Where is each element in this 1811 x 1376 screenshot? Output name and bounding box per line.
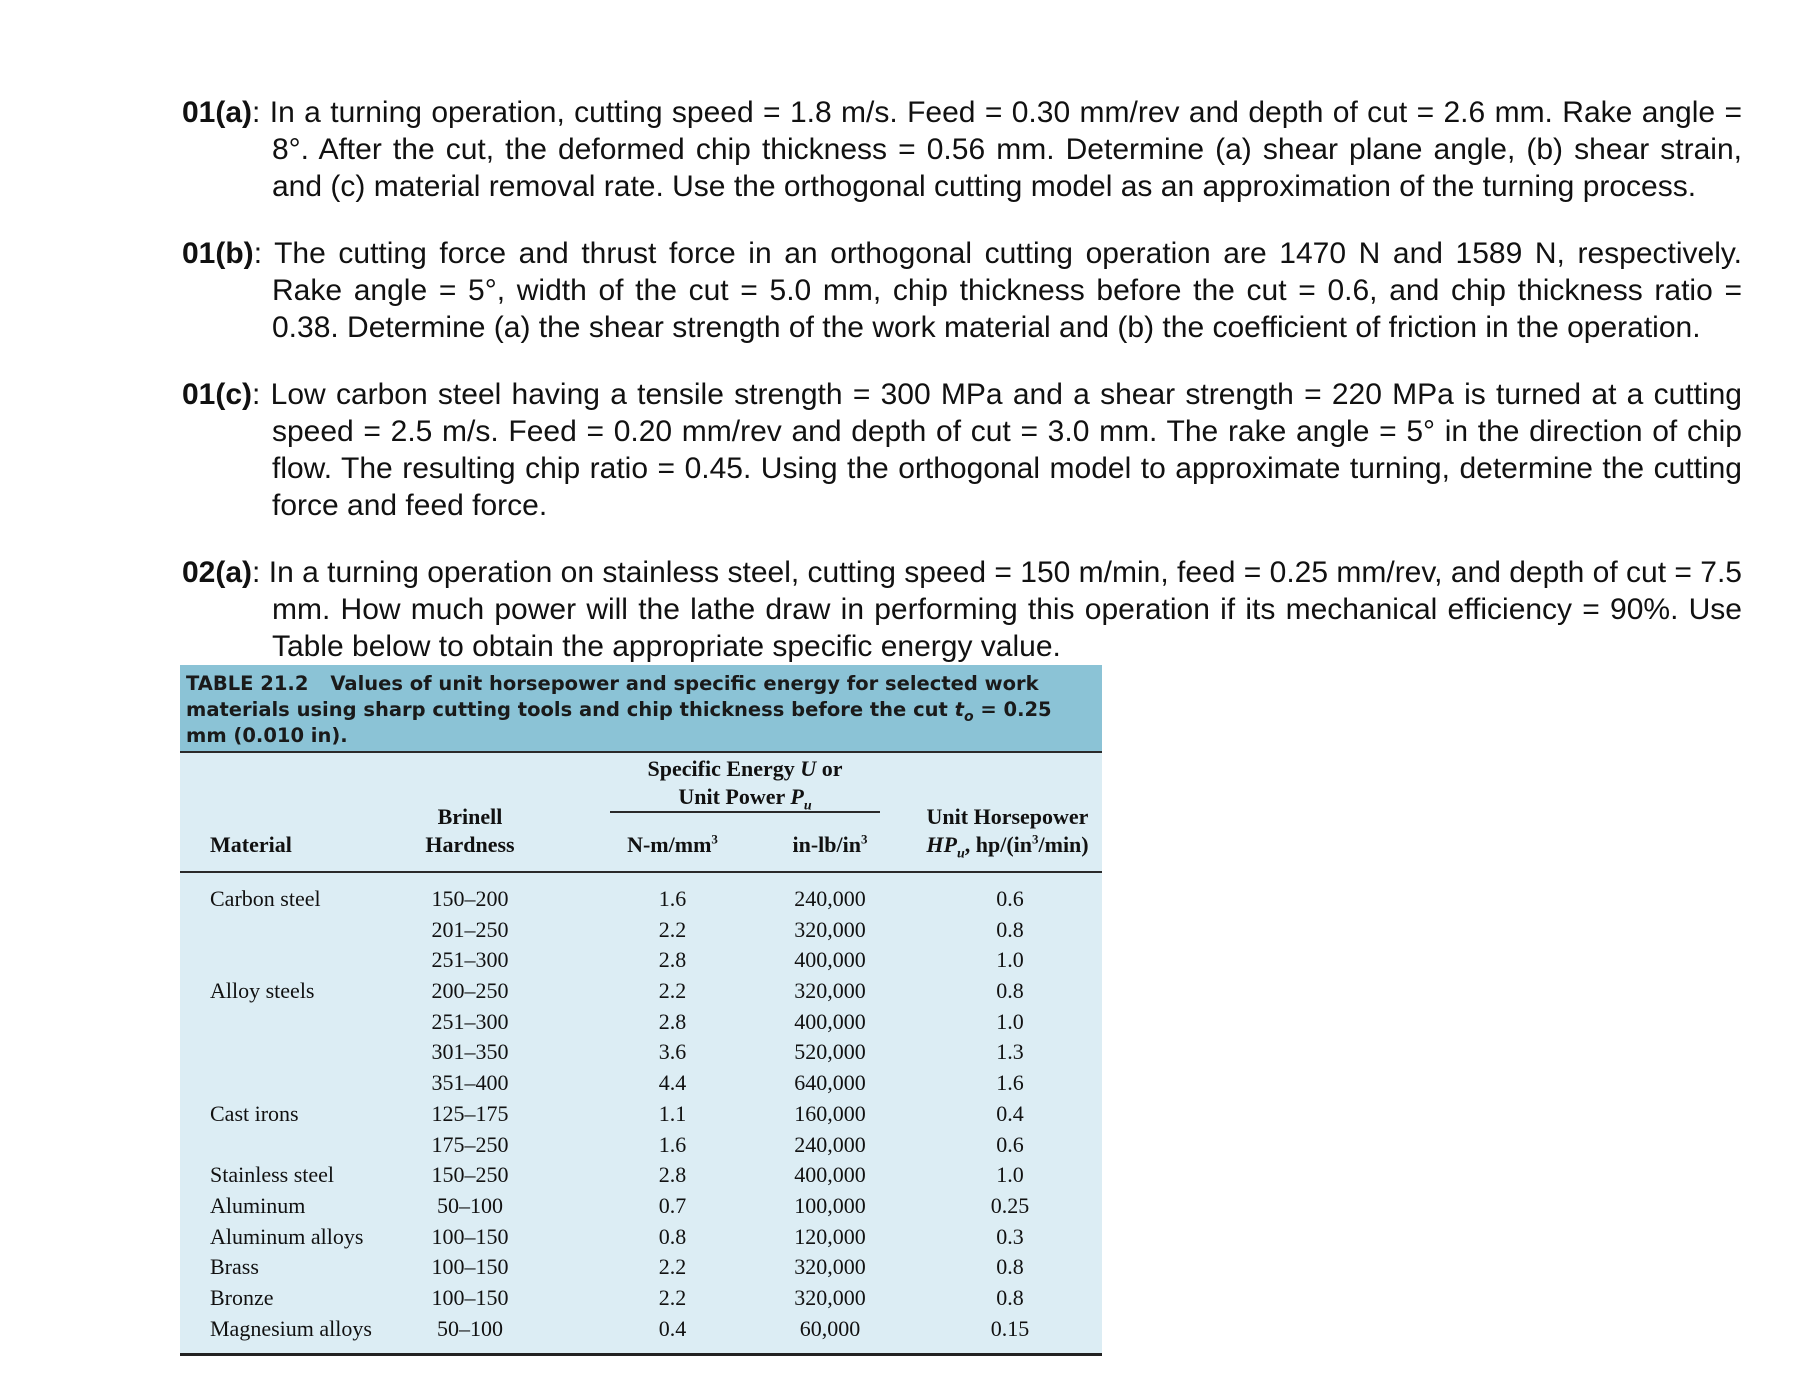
problem-id: 01(b) bbox=[182, 237, 254, 270]
cell-specific-energy-si: 3.6 bbox=[658, 1039, 687, 1065]
cell-unit-horsepower: 0.25 bbox=[990, 1192, 1030, 1218]
cell-specific-energy-us: 520,000 bbox=[794, 1039, 866, 1065]
cell-hardness: 301–350 bbox=[431, 1039, 509, 1065]
cell-material: Brass bbox=[210, 1254, 259, 1280]
cell-specific-energy-us: 120,000 bbox=[794, 1223, 866, 1249]
problem-text: : The cutting force and thrust force in an orthogonal cutting operation are 1470 N and 1589 N, respectively. Rake angle = 5°, width of the cut = 5.0 mm, chip thickness before the cut = 0.6, and chip thickness ratio = 0.38. Determine (a) the shear strength of the work material and (b) the coefficient of friction in the operation. bbox=[253, 237, 1742, 344]
cell-specific-energy-si: 2.2 bbox=[658, 978, 687, 1004]
header-unit-horsepower bbox=[915, 803, 1100, 862]
cell-material: Magnesium alloys bbox=[210, 1315, 372, 1341]
problem-text: : In a turning operation on stainless steel, cutting speed = 150 m/min, feed = 0.25 mm/rev, and depth of cut = 7.5 mm. How much power will the lathe draw in performing this operation if its mechanical efficiency = 90%. Use Table below to obtain the appropriate specific energy value. bbox=[252, 556, 1742, 663]
header-group-rule bbox=[610, 811, 880, 813]
cell-specific-energy-si: 1.6 bbox=[658, 886, 687, 911]
cell-hardness: 175–250 bbox=[431, 1131, 509, 1157]
cell-unit-horsepower: 0.8 bbox=[996, 978, 1024, 1004]
header-specific-text: Specific Energy bbox=[647, 756, 801, 781]
header-hp-symbol: HP bbox=[926, 832, 957, 857]
cell-specific-energy-us: 100,000 bbox=[794, 1192, 866, 1218]
cell-material: Alloy steels bbox=[210, 978, 315, 1004]
header-unit-hp-line2 bbox=[915, 831, 1100, 862]
table-caption bbox=[180, 665, 1102, 753]
cell-specific-energy-si: 0.8 bbox=[658, 1223, 687, 1249]
cell-unit-horsepower: 0.3 bbox=[996, 1223, 1024, 1249]
header-material: Material bbox=[210, 832, 292, 857]
problem-list bbox=[182, 64, 1742, 684]
cell-material: Stainless steel bbox=[210, 1162, 335, 1188]
problem-01b bbox=[182, 235, 1742, 346]
cell-material: Aluminum alloys bbox=[210, 1223, 364, 1249]
header-specific-line2 bbox=[610, 783, 880, 814]
specific-energy-table bbox=[180, 665, 1102, 1356]
cell-specific-energy-us: 400,000 bbox=[794, 1008, 866, 1034]
header-brinell bbox=[400, 803, 540, 859]
cell-specific-energy-si: 2.8 bbox=[658, 947, 687, 973]
cell-hardness: 100–150 bbox=[431, 1223, 509, 1249]
header-unit-power-sub: u bbox=[803, 798, 812, 814]
table-row bbox=[180, 1283, 1102, 1314]
cell-specific-energy-us: 320,000 bbox=[794, 978, 866, 1004]
cell-hardness: 351–400 bbox=[431, 1070, 509, 1096]
cell-hardness: 251–300 bbox=[431, 947, 509, 973]
cell-specific-energy-us: 320,000 bbox=[794, 1254, 866, 1280]
cell-material: Bronze bbox=[210, 1284, 274, 1310]
header-brinell-line1: Brinell bbox=[437, 804, 503, 829]
cell-hardness: 125–175 bbox=[431, 1100, 509, 1126]
cell-unit-horsepower: 1.6 bbox=[996, 1070, 1024, 1096]
cell-material: Cast irons bbox=[210, 1100, 299, 1126]
caption-tail: = 0.25 mm (0.010 in). bbox=[186, 698, 1052, 747]
cell-unit-horsepower: 0.6 bbox=[996, 1131, 1024, 1157]
table-row bbox=[180, 1007, 1102, 1038]
cell-hardness: 150–250 bbox=[431, 1162, 509, 1188]
header-nm bbox=[620, 831, 725, 859]
cell-specific-energy-us: 320,000 bbox=[794, 916, 866, 942]
header-inlb-text: in-lb/in bbox=[792, 832, 861, 857]
table-row bbox=[180, 1130, 1102, 1161]
cell-unit-horsepower: 0.6 bbox=[996, 886, 1024, 911]
cell-hardness: 200–250 bbox=[431, 978, 509, 1004]
header-specific-energy bbox=[610, 755, 880, 814]
problem-id: 01(a) bbox=[182, 96, 253, 129]
cell-specific-energy-us: 640,000 bbox=[794, 1070, 866, 1096]
cell-unit-horsepower: 0.8 bbox=[996, 1254, 1024, 1280]
table-caption-text bbox=[186, 672, 1052, 747]
cell-unit-horsepower: 0.8 bbox=[996, 1284, 1024, 1310]
cell-specific-energy-us: 320,000 bbox=[794, 1284, 866, 1310]
cell-specific-energy-si: 2.8 bbox=[658, 1162, 687, 1188]
table-header bbox=[180, 753, 1102, 873]
problem-01c bbox=[182, 376, 1742, 524]
caption-subscript: o bbox=[963, 708, 974, 725]
cell-unit-horsepower: 1.3 bbox=[996, 1039, 1024, 1065]
cell-specific-energy-si: 1.1 bbox=[658, 1100, 687, 1126]
header-specific-line1 bbox=[610, 755, 880, 783]
cell-hardness: 50–100 bbox=[437, 1315, 503, 1341]
cell-unit-horsepower: 1.0 bbox=[996, 1008, 1024, 1034]
header-brinell-line2: Hardness bbox=[425, 832, 515, 857]
table-row bbox=[180, 1314, 1102, 1345]
table-row bbox=[180, 1068, 1102, 1099]
cell-material: Carbon steel bbox=[210, 886, 321, 911]
problem-02a bbox=[182, 554, 1742, 665]
cell-unit-horsepower: 1.0 bbox=[996, 1162, 1024, 1188]
cell-specific-energy-si: 0.4 bbox=[658, 1315, 687, 1341]
table-row bbox=[180, 1099, 1102, 1130]
caption-symbol: t bbox=[954, 698, 964, 721]
cell-material: Aluminum bbox=[210, 1192, 306, 1218]
header-hp-sub: u bbox=[956, 846, 965, 862]
header-hp-comma: , bbox=[964, 832, 971, 857]
cell-unit-horsepower: 1.0 bbox=[996, 947, 1024, 973]
table-row bbox=[180, 1037, 1102, 1068]
table-row bbox=[180, 1160, 1102, 1191]
problem-id: 02(a) bbox=[182, 556, 253, 589]
cell-specific-energy-us: 60,000 bbox=[799, 1315, 861, 1341]
cell-specific-energy-si: 2.2 bbox=[658, 1254, 687, 1280]
header-hp-sup: 3 bbox=[1032, 831, 1039, 847]
table-number: TABLE 21.2 bbox=[186, 672, 309, 695]
cell-specific-energy-us: 240,000 bbox=[794, 886, 866, 911]
problem-id: 01(c) bbox=[182, 378, 253, 411]
header-specific-or: or bbox=[816, 756, 843, 781]
caption-main: Values of unit horsepower and specific energy for selected work materials using sharp cutting tools and chip thickness before the cut bbox=[186, 672, 1039, 721]
header-inlb-sup: 3 bbox=[860, 831, 868, 847]
cell-specific-energy-si: 1.6 bbox=[658, 1131, 687, 1157]
cell-specific-energy-us: 160,000 bbox=[794, 1100, 866, 1126]
table-body bbox=[180, 873, 1102, 1344]
table-row bbox=[180, 1222, 1102, 1253]
cell-specific-energy-us: 240,000 bbox=[794, 1131, 866, 1157]
cell-unit-horsepower: 0.4 bbox=[996, 1100, 1024, 1126]
problem-text: : Low carbon steel having a tensile strength = 300 MPa and a shear strength = 220 MPa is turned at a cutting speed = 2.5 m/s. Feed = 0.20 mm/rev and depth of cut = 3.0 mm. The rake angle = 5° in the direction of chip flow. The resulting chip ratio = 0.45. Using the orthogonal model to approximate turning, determine the cutting force and feed force. bbox=[252, 378, 1742, 522]
header-nm-text: N-m/mm bbox=[627, 832, 712, 857]
cell-hardness: 150–200 bbox=[431, 886, 509, 911]
header-specific-symbol: U bbox=[800, 756, 817, 781]
table-row bbox=[180, 1191, 1102, 1222]
cell-hardness: 100–150 bbox=[431, 1284, 509, 1310]
cell-hardness: 50–100 bbox=[437, 1192, 503, 1218]
header-hp-rest: hp/(in bbox=[970, 832, 1032, 857]
header-inlb bbox=[765, 831, 895, 859]
table-row bbox=[180, 915, 1102, 946]
cell-specific-energy-us: 400,000 bbox=[794, 1162, 866, 1188]
header-unit-power-symbol: P bbox=[790, 784, 804, 809]
cell-specific-energy-si: 2.8 bbox=[658, 1008, 687, 1034]
cell-specific-energy-si: 2.2 bbox=[658, 916, 687, 942]
cell-hardness: 201–250 bbox=[431, 916, 509, 942]
cell-specific-energy-us: 400,000 bbox=[794, 947, 866, 973]
problem-01a bbox=[182, 94, 1742, 205]
cell-specific-energy-si: 2.2 bbox=[658, 1284, 687, 1310]
header-nm-sup: 3 bbox=[711, 831, 718, 847]
table-row bbox=[180, 945, 1102, 976]
cell-hardness: 251–300 bbox=[431, 1008, 509, 1034]
header-unit-hp-line1: Unit Horsepower bbox=[926, 804, 1089, 829]
header-hp-end: /min) bbox=[1038, 832, 1089, 857]
table-row bbox=[180, 1252, 1102, 1283]
cell-specific-energy-si: 4.4 bbox=[658, 1070, 687, 1096]
header-unit-power-text: Unit Power bbox=[678, 784, 791, 809]
cell-unit-horsepower: 0.15 bbox=[990, 1315, 1030, 1341]
table-row bbox=[180, 976, 1102, 1007]
problem-text: : In a turning operation, cutting speed = 1.8 m/s. Feed = 0.30 mm/rev and depth of cut = 2.6 mm. Rake angle = 8°. After the cut, the deformed chip thickness = 0.56 mm. Determine (a) shear plane angle, (b) shear strain, and (c) material removal rate. Use the orthogonal cutting model as an approximation of the turning process. bbox=[252, 96, 1742, 203]
cell-specific-energy-si: 0.7 bbox=[658, 1192, 687, 1218]
cell-unit-horsepower: 0.8 bbox=[996, 916, 1024, 942]
cell-hardness: 100–150 bbox=[431, 1254, 509, 1280]
table-row bbox=[180, 884, 1102, 915]
